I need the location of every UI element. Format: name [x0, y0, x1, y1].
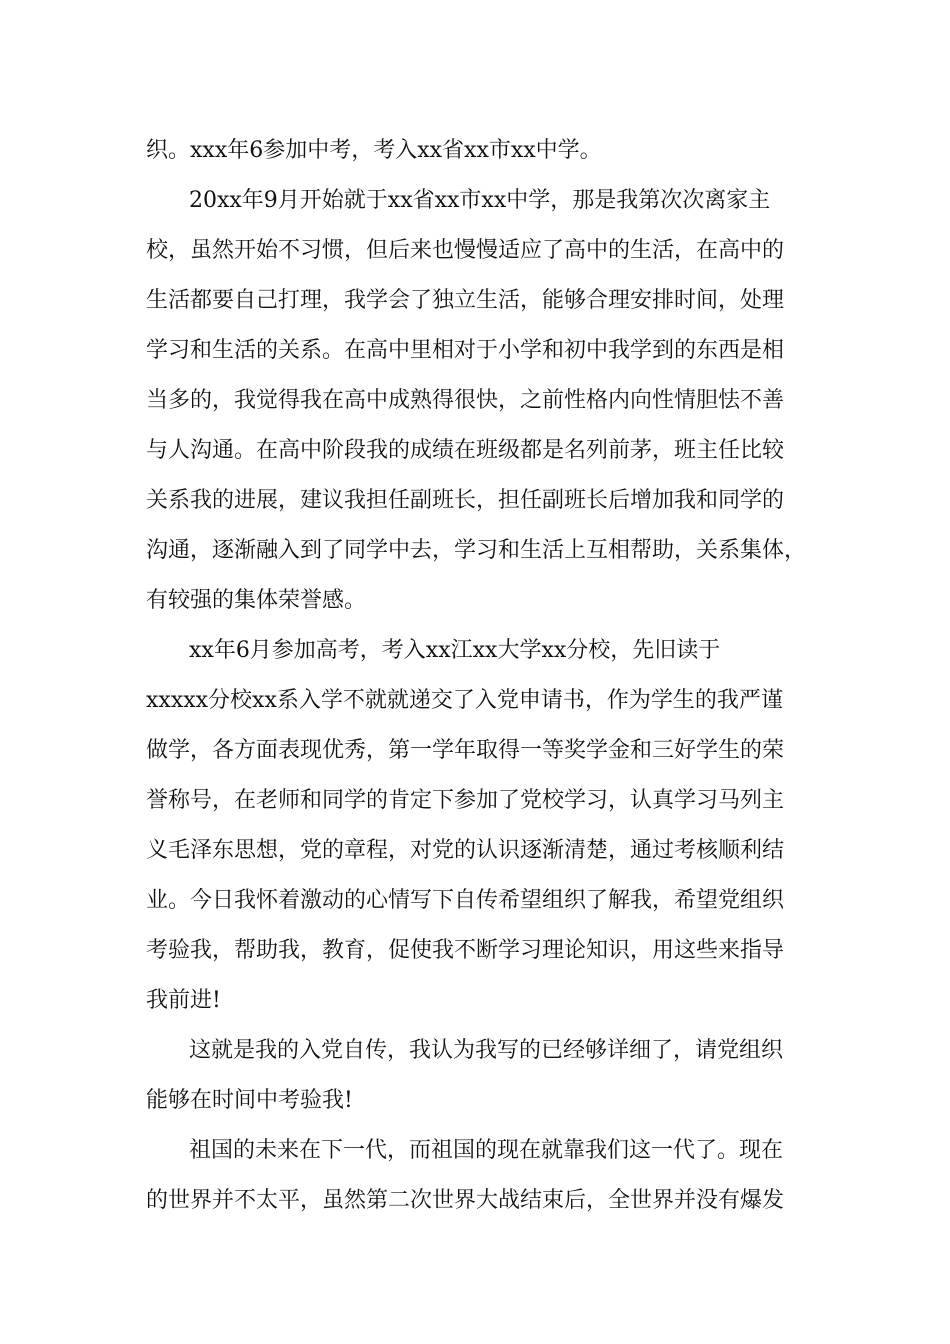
- text-line: 当多的，我觉得我在高中成熟得很快，之前性格内向性情胆怯不善: [146, 388, 785, 413]
- text-line: 的世界并不太平，虽然第二次世界大战结束后，全世界并没有爆发: [146, 1188, 785, 1213]
- text-line: 生活都要自己打理，我学会了独立生活，能够合理安排时间，处理: [146, 288, 785, 313]
- text-line: 能够在时间中考验我!: [146, 1088, 353, 1113]
- text-line: 义毛泽东思想，党的章程，对党的认识逐渐清楚，通过考核顺利结: [146, 838, 785, 863]
- text-line: 考验我，帮助我，教育，促使我不断学习理论知识，用这些来指导: [146, 938, 785, 963]
- paragraph-first-line: xx年6月参加高考，考入xx江xx大学xx分校，先旧读于: [189, 638, 721, 663]
- paragraph-first-line: 祖国的未来在下一代，而祖国的现在就靠我们这一代了。现在: [189, 1138, 784, 1163]
- text-line: 沟通，逐渐融入到了同学中去，学习和生活上互相帮助，关系集体，: [146, 538, 807, 563]
- text-line: 织。xxx年6参加中考，考入xx省xx市xx中学。: [146, 138, 602, 163]
- text-line: 有较强的集体荣誉感。: [146, 588, 367, 613]
- text-line: 与人沟通。在高中阶段我的成绩在班级都是名列前茅，班主任比较: [146, 438, 785, 463]
- text-line: 誉称号，在老师和同学的肯定下参加了党校学习，认真学习马列主: [146, 788, 785, 813]
- text-line: 我前进!: [146, 988, 221, 1013]
- text-line: 学习和生活的关系。在高中里相对于小学和初中我学到的东西是相: [146, 338, 785, 363]
- paragraph-first-line: 20xx年9月开始就于xx省xx市xx中学，那是我第次次离家主: [189, 188, 771, 213]
- text-line: 做学，各方面表现优秀，第一学年取得一等奖学金和三好学生的荣: [146, 738, 785, 763]
- text-line: 业。今日我怀着激动的心情写下自传希望组织了解我，希望党组织: [146, 888, 785, 913]
- text-line: 校，虽然开始不习惯，但后来也慢慢适应了高中的生活，在高中的: [146, 238, 785, 263]
- text-line: 关系我的进展，建议我担任副班长，担任副班长后增加我和同学的: [146, 488, 785, 513]
- text-line: xxxxx分校xx系入学不就就递交了入党申请书，作为学生的我严谨: [146, 688, 783, 713]
- paragraph-first-line: 这就是我的入党自传，我认为我写的已经够详细了，请党组织: [189, 1038, 784, 1063]
